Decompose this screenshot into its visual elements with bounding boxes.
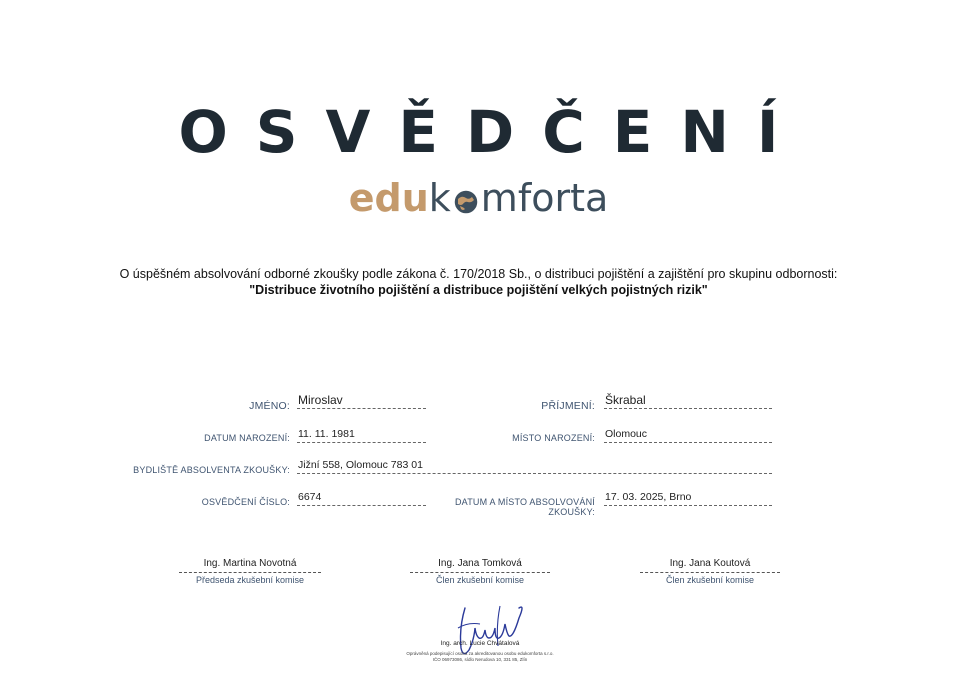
edukomforta-logo: [0, 176, 957, 220]
signature-name-1: Ing. Martina Novotná: [179, 557, 321, 573]
logo-rest-text: mforta: [480, 176, 609, 220]
misto-narozeni-label: MÍSTO NAROZENÍ:: [512, 433, 595, 443]
misto-narozeni-field: Olomouc: [604, 428, 772, 443]
signature-name-2: Ing. Jana Tomková: [410, 557, 550, 573]
signature-name-3: Ing. Jana Koutová: [640, 557, 780, 573]
certificate-title: OSVĚDČENÍ: [178, 98, 807, 166]
zkouska-label: DATUM A MÍSTO ABSOLVOVÁNÍ ZKOUŠKY:: [454, 497, 595, 517]
logo-k-text: k: [428, 176, 451, 220]
authorized-line-1: Oprávněná podepisující osoba za akreditovanou osobu edukomforta s.r.o.: [406, 651, 554, 656]
globe-icon: [451, 187, 481, 217]
cislo-field: 6674: [297, 491, 426, 506]
signature-role-2: Člen zkušební komise: [435, 575, 525, 585]
authorized-name: Ing. arch. Lucie Chvátalová: [440, 640, 520, 647]
zkouska-field: 17. 03. 2025, Brno: [604, 491, 772, 506]
signature-role-1: Předseda zkušební komise: [195, 575, 305, 585]
authorized-line-2: IČO 06973086, sídlo Nerudova 10, 331 85, Zlín: [432, 657, 528, 662]
intro-line-2: "Distribuce životního pojištění a distribuce pojištění velkých pojistných rizik": [249, 283, 708, 297]
signature-role-3: Člen zkušební komise: [665, 575, 755, 585]
intro-text: [0, 266, 957, 298]
datum-narozeni-label: DATUM NAROZENÍ:: [204, 433, 290, 443]
prijmeni-label: PŘÍJMENÍ:: [541, 400, 595, 412]
jmeno-label: JMÉNO:: [249, 400, 290, 412]
bydliste-label: BYDLIŠTĚ ABSOLVENTA ZKOUŠKY:: [133, 465, 290, 475]
logo-edu-text: edu: [348, 176, 429, 220]
cislo-label: OSVĚDČENÍ ČÍSLO:: [201, 497, 290, 507]
jmeno-field: Miroslav: [297, 394, 426, 409]
intro-line-1: O úspěšném absolvování odborné zkoušky podle zákona č. 170/2018 Sb., o distribuci pojištění a zajištění pro skupinu odbornosti:: [119, 267, 838, 281]
bydliste-field: Jižní 558, Olomouc 783 01: [297, 459, 772, 474]
prijmeni-field: Škrabal: [604, 394, 772, 409]
datum-narozeni-field: 11. 11. 1981: [297, 428, 426, 443]
